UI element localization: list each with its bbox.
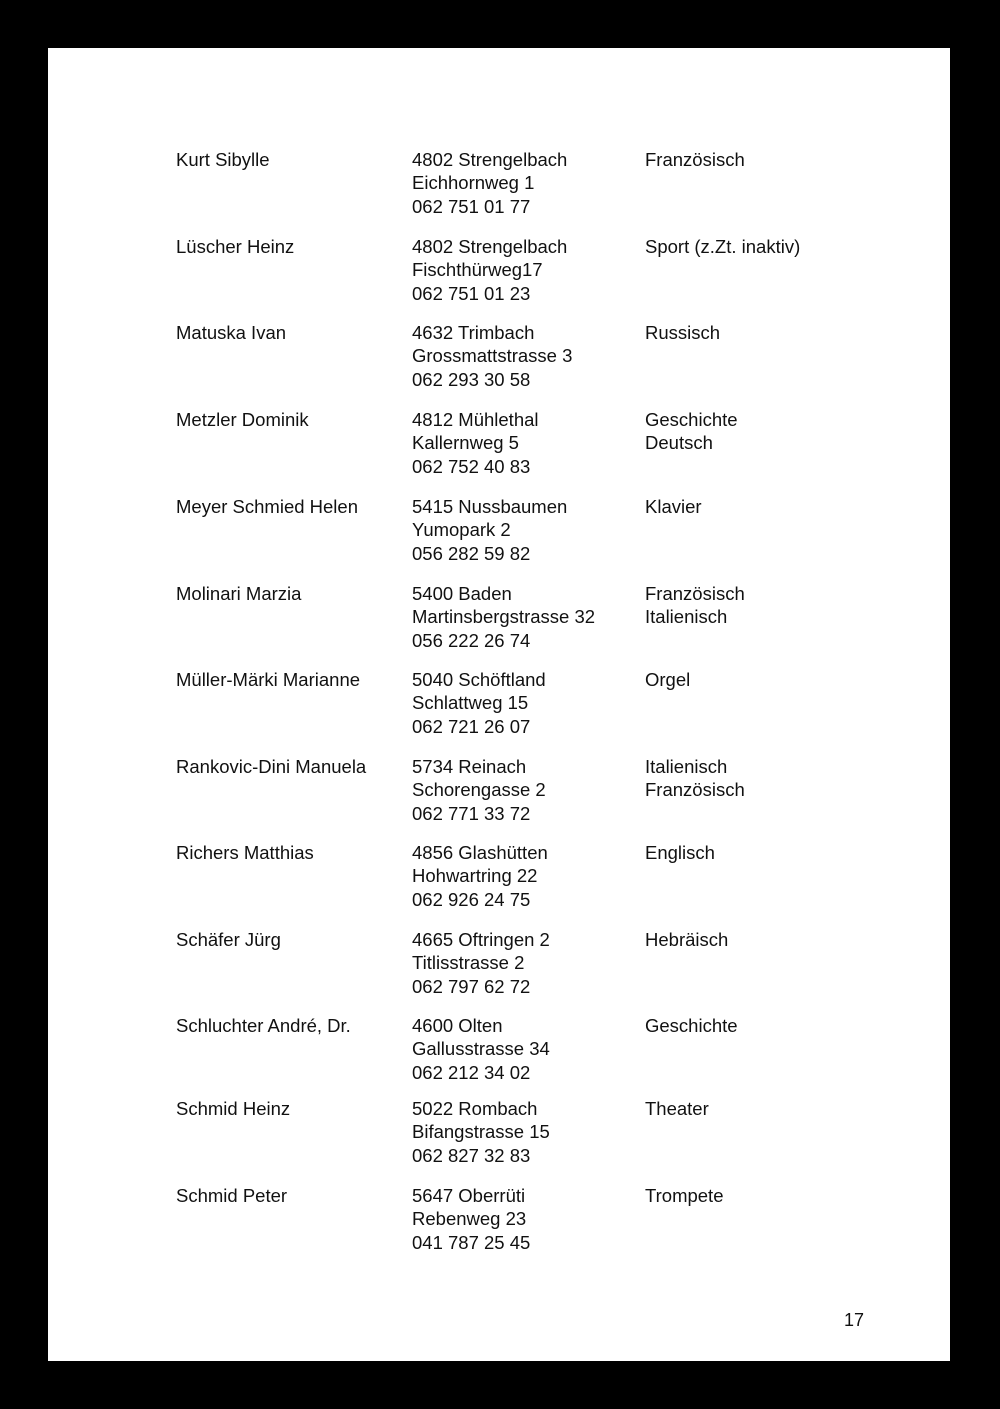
- entry-address: [412, 1184, 530, 1254]
- entry-name: Richers Matthias: [176, 842, 314, 863]
- address-line: 4856 Glashütten: [412, 842, 548, 863]
- page-number: 17: [844, 1310, 865, 1330]
- entry-address: [412, 1014, 550, 1084]
- entry-name: Molinari Marzia: [176, 583, 302, 604]
- entry-address: [412, 321, 572, 391]
- address-line: 056 282 59 82: [412, 542, 531, 564]
- subject-line: Orgel: [645, 669, 691, 690]
- entry-name: Meyer Schmied Helen: [176, 496, 358, 517]
- address-line: 062 751 01 23: [412, 282, 531, 304]
- entry-name: Lüscher Heinz: [176, 236, 295, 257]
- entry-name: Metzler Dominik: [176, 409, 309, 430]
- address-line: 056 222 26 74: [412, 629, 531, 651]
- entry-address: [412, 408, 539, 478]
- address-line: 062 721 26 07: [412, 715, 531, 737]
- address-line: Schlattweg 15: [412, 692, 529, 714]
- address-line: Hohwartring 22: [412, 865, 538, 887]
- entry-subjects: [645, 755, 745, 802]
- entry-subjects: [645, 841, 715, 864]
- entry-subjects: [645, 148, 745, 171]
- address-line: Yumopark 2: [412, 519, 511, 541]
- subject-line: Sport (z.Zt. inaktiv): [645, 236, 801, 257]
- address-line: Gallusstrasse 34: [412, 1038, 550, 1060]
- entry-subjects: [645, 1097, 709, 1120]
- address-line: 062 752 40 83: [412, 455, 531, 477]
- subject-line: Theater: [645, 1098, 709, 1119]
- entry-subjects: [645, 928, 728, 951]
- address-line: Fischthürweg17: [412, 259, 543, 281]
- address-line: Bifangstrasse 15: [412, 1121, 550, 1143]
- entry-address: [412, 668, 546, 738]
- entry-name: Matuska Ivan: [176, 322, 287, 343]
- subject-line: Geschichte: [645, 409, 738, 430]
- subject-line: Italienisch: [645, 756, 728, 777]
- subject-line: Deutsch: [645, 432, 713, 454]
- address-line: 062 751 01 77: [412, 195, 531, 217]
- address-line: 041 787 25 45: [412, 1231, 531, 1253]
- address-line: 4812 Mühlethal: [412, 409, 539, 430]
- entry-subjects: [645, 1184, 723, 1207]
- entry-address: [412, 755, 546, 825]
- address-line: 062 212 34 02: [412, 1061, 531, 1083]
- entry-address: [412, 841, 548, 911]
- subject-line: Französisch: [645, 779, 745, 801]
- entry-subjects: [645, 495, 702, 518]
- entry-name: Schluchter André, Dr.: [176, 1015, 351, 1036]
- entry-name: Schäfer Jürg: [176, 929, 281, 950]
- entry-name: Kurt Sibylle: [176, 149, 270, 170]
- address-line: 5022 Rombach: [412, 1098, 538, 1119]
- subject-line: Geschichte: [645, 1015, 738, 1036]
- entry-address: [412, 148, 567, 218]
- entry-name: Schmid Peter: [176, 1185, 288, 1206]
- address-line: 4665 Oftringen 2: [412, 929, 550, 950]
- address-line: 062 926 24 75: [412, 888, 531, 910]
- subject-line: Klavier: [645, 496, 702, 517]
- address-line: 5647 Oberrüti: [412, 1185, 526, 1206]
- address-line: 062 293 30 58: [412, 368, 531, 390]
- address-line: 4802 Strengelbach: [412, 236, 568, 257]
- entry-address: [412, 495, 567, 565]
- entry-name: Schmid Heinz: [176, 1098, 291, 1119]
- entry-subjects: [645, 408, 738, 455]
- entry-subjects: [645, 1014, 738, 1037]
- document-page: [48, 48, 950, 1361]
- subject-line: Hebräisch: [645, 929, 729, 950]
- address-line: Rebenweg 23: [412, 1208, 527, 1230]
- address-line: 5415 Nussbaumen: [412, 496, 568, 517]
- address-line: 5734 Reinach: [412, 756, 527, 777]
- address-line: Martinsbergstrasse 32: [412, 606, 596, 628]
- address-line: 4802 Strengelbach: [412, 149, 568, 170]
- subject-line: Französisch: [645, 583, 745, 604]
- subject-line: Russisch: [645, 322, 721, 343]
- address-line: 062 797 62 72: [412, 975, 531, 997]
- address-line: Eichhornweg 1: [412, 172, 535, 194]
- subject-line: Trompete: [645, 1185, 724, 1206]
- entry-name: Rankovic-Dini Manuela: [176, 756, 367, 777]
- entry-address: [412, 928, 550, 998]
- address-line: 4632 Trimbach: [412, 322, 535, 343]
- subject-line: Italienisch: [645, 606, 728, 628]
- address-line: Kallernweg 5: [412, 432, 519, 454]
- subject-line: Französisch: [645, 149, 745, 170]
- entry-subjects: [645, 582, 745, 629]
- address-line: 5040 Schöftland: [412, 669, 546, 690]
- entry-subjects: [645, 321, 720, 344]
- address-line: Schorengasse 2: [412, 779, 546, 801]
- address-line: 062 827 32 83: [412, 1144, 531, 1166]
- address-line: 062 771 33 72: [412, 802, 531, 824]
- address-line: 5400 Baden: [412, 583, 512, 604]
- entry-subjects: [645, 235, 800, 258]
- entry-subjects: [645, 668, 690, 691]
- address-line: 4600 Olten: [412, 1015, 503, 1036]
- entry-address: [412, 1097, 550, 1167]
- entry-address: [412, 235, 567, 305]
- address-line: Titlisstrasse 2: [412, 952, 525, 974]
- entry-address: [412, 582, 595, 652]
- address-line: Grossmattstrasse 3: [412, 345, 573, 367]
- subject-line: Englisch: [645, 842, 715, 863]
- entry-name: Müller-Märki Marianne: [176, 669, 361, 690]
